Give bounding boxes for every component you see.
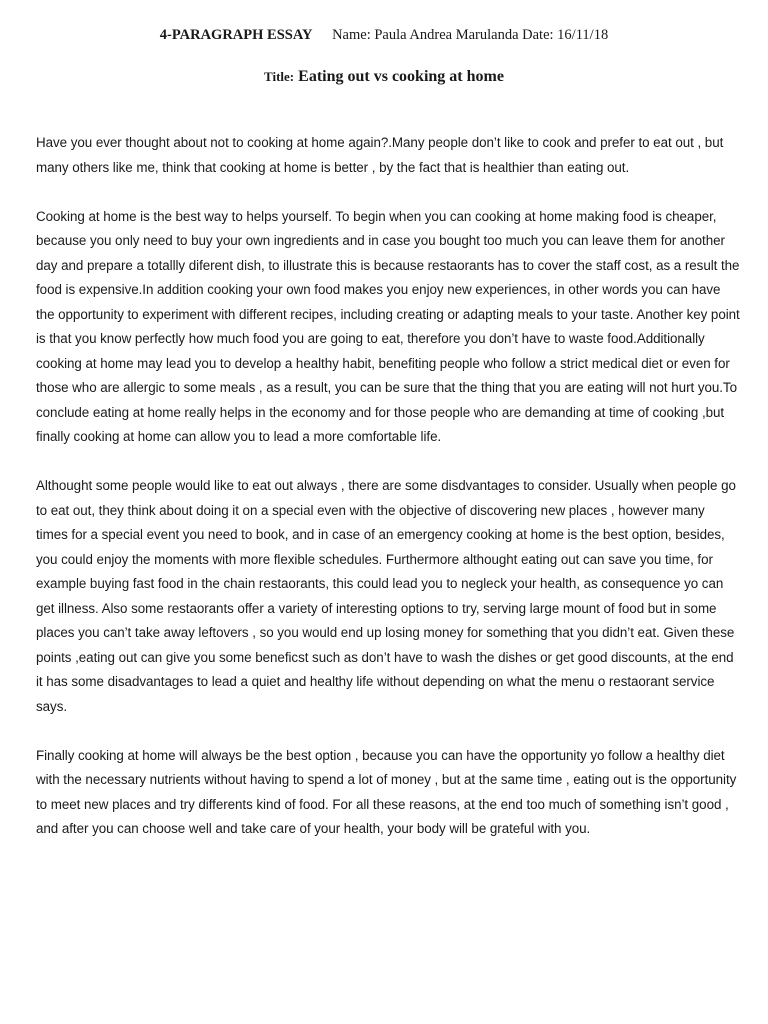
title-label: Title: [264,69,295,84]
essay-title [0,68,768,86]
date-label: Date: [522,27,554,43]
paragraph-eating-out: Althought some people would like to eat out always , there are some disdvantages to consider. Usually when people go to eat out, they think about doing it on a special even with the objective of discovering new places , however many times for a special event you need to book, and in case of an emergency cooking at home is the best option, besides, you could enjoy the moments with more flexible schedules. Furthermore althought eating out can save you time, for example buying fast food in the chain restaorants, this could lead you to negleck your health, as consequence yo can get illness. Also some restaorants offer a variety of interesting options to try, serving large mount of food but in some places you can’t take away leftovers , so you would end up losing money for something that you didn’t eat. Given these points ,eating out can give you some beneficst such as don’t have to wash the dishes or get good discounts, at the end it has some disadvantages to lead a quiet and healthy life without depending on what the menu o restaorant service says. [36,478,736,714]
student-name: Paula Andrea Marulanda [374,27,519,43]
name-label: Name: [332,27,371,43]
essay-date: 16/11/18 [557,27,609,43]
title-text: Eating out vs cooking at home [298,68,504,85]
paragraph-cooking-at-home: Cooking at home is the best way to helps yourself. To begin when you can cooking at home making food is cheaper, because you only need to buy your own ingredients and in case you bought too much you can leave them for another day and prepare a totallly diferent dish, to illustrate this is because restaorants has to cover the staff cost, as a result the food is expensive.In addition cooking your own food makes you enjoy new experiences, in other words you can have the opportunity to experiment with different recipes, including creating or adapting meals to your taste. Another key point is that you know perfectly how much food you are going to eat, therefore you don’t have to waste food.Additionally cooking at home may lead you to develop a healthy habit, benefiting people who follow a strict medical diet or even for those who are allergic to some meals , as a result, you can be sure that the thing that you are eating will not hurt you.To conclude eating at home really helps in the economy and for those people who are demanding at time of cooking ,but finally cooking at home can allow you to lead a more comfortable life. [36,208,740,444]
essay-header [0,27,768,44]
paragraph-conclusion: Finally cooking at home will always be the best option , because you can have the opportunity yo follow a healthy diet with the necessary nutrients without having to spend a lot of money , but at the same time , eating out is the opportunity to meet new places and try differents kind of food. For all these reasons, at the end too much of something isn’t good , and after you can choose well and take care of your health, your body will be grateful with you. [36,747,737,836]
paragraph-introduction: Have you ever thought about not to cooking at home again?.Many people don’t like to cook and prefer to eat out , but many others like me, think that cooking at home is better , by the fact that is healthier than eating out. [36,135,724,175]
essay-body [36,131,740,866]
essay-type: 4-PARAGRAPH ESSAY [159,27,313,43]
